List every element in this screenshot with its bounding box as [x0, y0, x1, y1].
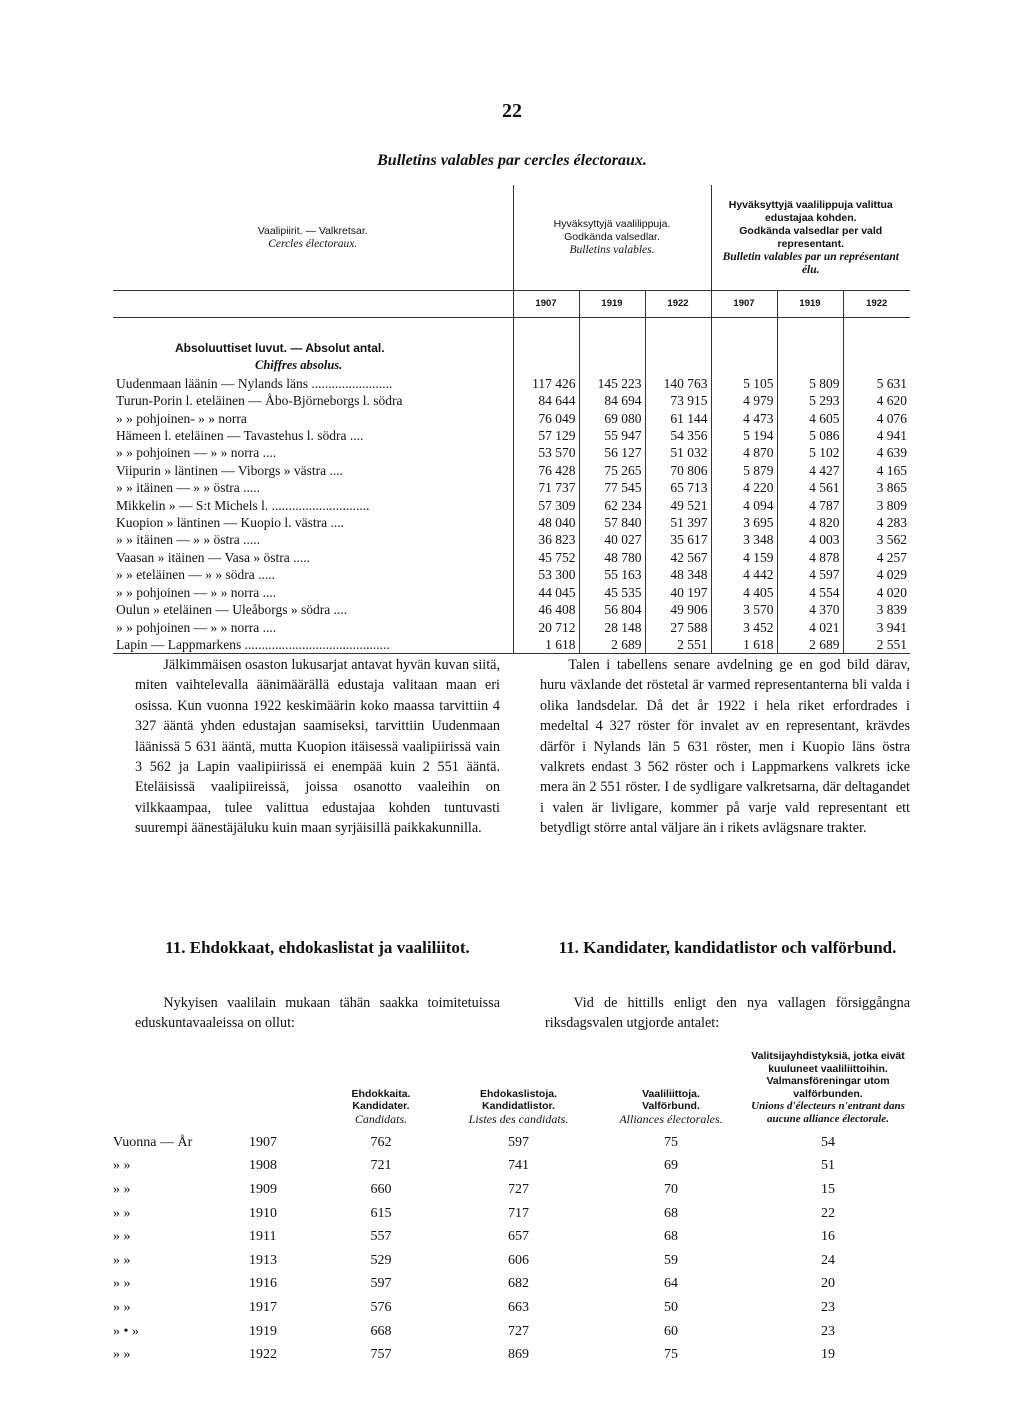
cell-value: 84 694	[579, 392, 645, 409]
cell-value: 4 979	[711, 392, 777, 409]
outside-col-header: Valitsijayhdistyksiä, jotka eivät kuuluneet vaaliliittoihin. Valmansföreningar utom valförbunden. Unions d'électeurs n'entrant dans aucune alliance électorale.	[751, 1050, 905, 1125]
alliances-col-header: Vaaliliittoja. Valförbund. Alliances électorales.	[619, 1087, 723, 1126]
cell-value: 49 906	[645, 601, 711, 618]
cell-value: 35 617	[645, 531, 711, 548]
cell-value: 23	[821, 1323, 835, 1339]
cell-value: 4 605	[777, 410, 843, 427]
cell-value: 69 080	[579, 410, 645, 427]
lists-col-header: Ehdokaslistoja. Kandidatlistor. Listes des candidats.	[468, 1087, 569, 1126]
district-label: » » pohjoinen — » » norra ....	[116, 445, 277, 461]
cell-value: 4 370	[777, 601, 843, 618]
cell-value: 49 521	[645, 497, 711, 514]
district-label: Uudenmaan läänin — Nylands läns ........................	[116, 375, 393, 391]
cell-value: 56 127	[579, 444, 645, 461]
district-label: Hämeen l. eteläinen — Tavastehus l. södra ....	[116, 428, 364, 444]
table-row	[113, 1155, 910, 1179]
cell-value: 145 223	[579, 375, 645, 392]
cell-value: 721	[370, 1158, 392, 1174]
table-row	[113, 584, 910, 601]
cell-value: 4 870	[711, 444, 777, 461]
table-row	[113, 1343, 910, 1367]
cell-value: 57 309	[513, 497, 579, 514]
cell-value: 140 763	[645, 375, 711, 392]
cell-value: 3 941	[843, 619, 910, 636]
district-label: » » itäinen — » » östra .....	[116, 532, 260, 548]
district-label: Kuopion » läntinen — Kuopio l. västra ....	[116, 515, 344, 531]
cell-value: 557	[370, 1229, 392, 1245]
cell-value: 40 027	[579, 531, 645, 548]
cell-value: 54	[821, 1134, 835, 1150]
cell-value: 4 020	[843, 584, 910, 601]
cell-value: 5 809	[777, 375, 843, 392]
cell-value: 44 045	[513, 584, 579, 601]
intro-finnish: Nykyisen vaalilain mukaan tähän saakka toimitetuissa eduskuntavaaleissa on ollut:	[135, 995, 500, 1032]
candidates-table	[113, 1050, 910, 1367]
cell-value: 22	[821, 1205, 835, 1221]
cell-value: 2 551	[645, 636, 711, 654]
table-row	[113, 427, 910, 444]
cell-value: 4 021	[777, 619, 843, 636]
section-title: Absoluuttiset luvut. — Absolut antal.	[175, 341, 385, 355]
cell-value: 73 915	[645, 392, 711, 409]
cell-value: 3 562	[843, 531, 910, 548]
cell-value: 668	[370, 1323, 392, 1339]
cell-value: 757	[370, 1347, 392, 1363]
cell-value: 4 220	[711, 479, 777, 496]
candidates-header	[113, 1050, 910, 1131]
row-prefix: » »	[113, 1158, 131, 1174]
year-header: 1907	[711, 291, 777, 318]
table-row	[113, 1296, 910, 1320]
row-prefix: » »	[113, 1347, 131, 1363]
cell-value: 23	[821, 1299, 835, 1315]
cell-value: 663	[508, 1299, 529, 1315]
year-header: 1922	[843, 291, 910, 318]
cell-value: 53 300	[513, 566, 579, 583]
cell-value: 48 040	[513, 514, 579, 531]
district-label: Viipurin » läntinen — Viborgs » västra ....	[116, 462, 343, 478]
cell-value: 55 947	[579, 427, 645, 444]
table-row	[113, 619, 910, 636]
district-label: » » pohjoinen — » » norra ....	[116, 619, 277, 635]
candidates-body	[113, 1131, 910, 1367]
year-header: 1919	[777, 291, 843, 318]
row-year: 1917	[249, 1299, 277, 1315]
year-header: 1922	[645, 291, 711, 318]
district-label: » » itäinen — » » östra .....	[116, 480, 260, 496]
row-year: 1922	[249, 1347, 277, 1363]
cell-value: 4 554	[777, 584, 843, 601]
row-year: 1913	[249, 1252, 277, 1268]
cell-value: 4 165	[843, 462, 910, 479]
cell-value: 70	[664, 1181, 678, 1197]
row-prefix: » »	[113, 1205, 131, 1221]
valid-ballots-table	[113, 185, 910, 654]
table-row	[113, 636, 910, 654]
table-row	[113, 1202, 910, 1226]
cell-value: 3 809	[843, 497, 910, 514]
cell-value: 5 102	[777, 444, 843, 461]
cell-value: 597	[508, 1134, 529, 1150]
cell-value: 4 427	[777, 462, 843, 479]
candidates-col-header: Ehdokkaita. Kandidater. Candidats.	[351, 1087, 411, 1126]
cell-value: 597	[370, 1276, 392, 1292]
cell-value: 59	[664, 1252, 678, 1268]
cell-value: 2 689	[777, 636, 843, 654]
cell-value: 70 806	[645, 462, 711, 479]
table-row	[113, 531, 910, 548]
cell-value: 4 787	[777, 497, 843, 514]
table-row	[113, 1178, 910, 1202]
cell-value: 576	[370, 1299, 392, 1315]
cell-value: 3 695	[711, 514, 777, 531]
cell-value: 869	[508, 1347, 529, 1363]
table-row	[113, 1249, 910, 1273]
cell-value: 61 144	[645, 410, 711, 427]
cell-value: 4 597	[777, 566, 843, 583]
cell-value: 4 283	[843, 514, 910, 531]
cell-value: 3 570	[711, 601, 777, 618]
year-header-row	[113, 291, 910, 318]
table-row	[113, 1131, 910, 1155]
heading-swedish: 11. Kandidater, kandidatlistor och valförbund.	[558, 938, 897, 957]
cell-value: 717	[508, 1205, 529, 1221]
cell-value: 1 618	[513, 636, 579, 654]
text-finnish: Jälkimmäisen osaston lukusarjat antavat hyvän kuvan siitä, miten vaihtelevalla äänimäärällä edustaja valitaan maan eri osissa. Kun vuonna 1922 keskimäärin koko maassa tarvittiin 4 327 ääntä yhden edustajan saamiseksi, tarvittiin Uudenmaan läänissä 5 631 ääntä, mutta Kuopion itäisessä vaalipiirissä vain 3 562 ja Lapin vaalipiirissä ei enempää kuin 2 551 ääntä. Eteläisissä vaalipiireissä, joissa osanotto vaaleihin on vilkkaampaa, tulee valittua edustajaa kohden tuntuvasti suurempi äänestäjäluku kuin maan syrjäisillä paikkakunnilla.	[135, 657, 500, 837]
cell-value: 4 561	[777, 479, 843, 496]
table-header	[113, 185, 910, 291]
cell-value: 741	[508, 1158, 529, 1174]
cell-value: 762	[370, 1134, 392, 1150]
cell-value: 28 148	[579, 619, 645, 636]
cell-value: 4 941	[843, 427, 910, 444]
cell-value: 4 159	[711, 549, 777, 566]
district-label: Lapin — Lappmarkens ...........................................	[113, 636, 513, 654]
cell-value: 2 551	[843, 636, 910, 654]
cell-value: 57 840	[579, 514, 645, 531]
cell-value: 4 076	[843, 410, 910, 427]
cell-value: 20 712	[513, 619, 579, 636]
table-row	[113, 392, 910, 409]
district-label: » » eteläinen — » » södra .....	[116, 567, 275, 583]
row-prefix: » »	[113, 1299, 131, 1315]
cell-value: 4 003	[777, 531, 843, 548]
cell-value: 27 588	[645, 619, 711, 636]
year-header: 1919	[579, 291, 645, 318]
table-caption: Bulletins valables par cercles électoraux.	[377, 152, 647, 169]
table-row	[113, 479, 910, 496]
cell-value: 15	[821, 1181, 835, 1197]
cell-value: 76 428	[513, 462, 579, 479]
cell-value: 68	[664, 1229, 678, 1245]
cell-value: 48 780	[579, 549, 645, 566]
district-label: » » pohjoinen- » » norra	[116, 410, 247, 426]
row-year: 1911	[249, 1229, 277, 1245]
cell-value: 65 713	[645, 479, 711, 496]
row-year: 1919	[249, 1323, 277, 1339]
cell-value: 64	[664, 1276, 678, 1292]
cell-value: 75 265	[579, 462, 645, 479]
cell-value: 5 879	[711, 462, 777, 479]
cell-value: 5 631	[843, 375, 910, 392]
row-prefix: » • »	[113, 1323, 139, 1339]
row-year: 1907	[249, 1134, 277, 1150]
row-year: 1916	[249, 1276, 277, 1292]
cell-value: 20	[821, 1276, 835, 1292]
cell-value: 4 473	[711, 410, 777, 427]
ballots-header: Hyväksyttyjä vaalilippuja. Godkända valsedlar. Bulletins valables.	[513, 185, 711, 291]
table-row	[113, 514, 910, 531]
cell-value: 46 408	[513, 601, 579, 618]
row-year: 1908	[249, 1158, 277, 1174]
cell-value: 4 820	[777, 514, 843, 531]
cell-value: 4 639	[843, 444, 910, 461]
cell-value: 71 737	[513, 479, 579, 496]
table-row	[113, 566, 910, 583]
cell-value: 62 234	[579, 497, 645, 514]
table-row	[113, 549, 910, 566]
cell-value: 657	[508, 1229, 529, 1245]
district-label: Turun-Porin l. eteläinen — Åbo-Björneborgs l. södra	[116, 393, 403, 409]
cell-value: 84 644	[513, 392, 579, 409]
cell-value: 50	[664, 1299, 678, 1315]
table-row	[113, 1273, 910, 1297]
cell-value: 57 129	[513, 427, 579, 444]
cell-value: 36 823	[513, 531, 579, 548]
year-header: 1907	[513, 291, 579, 318]
table-row	[113, 375, 910, 392]
cell-value: 19	[821, 1347, 835, 1363]
cell-value: 45 535	[579, 584, 645, 601]
cell-value: 3 839	[843, 601, 910, 618]
table-row	[113, 497, 910, 514]
cell-value: 53 570	[513, 444, 579, 461]
cell-value: 727	[508, 1181, 529, 1197]
cell-value: 54 356	[645, 427, 711, 444]
cell-value: 48 348	[645, 566, 711, 583]
cell-value: 1 618	[711, 636, 777, 654]
cell-value: 3 452	[711, 619, 777, 636]
cell-value: 55 163	[579, 566, 645, 583]
cell-value: 4 405	[711, 584, 777, 601]
cell-value: 5 293	[777, 392, 843, 409]
cell-value: 5 105	[711, 375, 777, 392]
intro-swedish: Vid de hittills enligt den nya vallagen försiggångna riksdagsvalen utgjorde antalet:	[545, 995, 910, 1032]
cell-value: 45 752	[513, 549, 579, 566]
cell-value: 76 049	[513, 410, 579, 427]
row-prefix: » »	[113, 1181, 131, 1197]
per-representative-header: Hyväksyttyjä vaalilippuja valittua edustajaa kohden. Godkända valsedlar per vald representant. Bulletin valables par un représentant élu.	[711, 185, 910, 291]
row-year: 1910	[249, 1205, 277, 1221]
cell-value: 2 689	[579, 636, 645, 654]
cell-value: 24	[821, 1252, 835, 1268]
cell-value: 606	[508, 1252, 529, 1268]
district-label: Mikkelin » — S:t Michels l. .............................	[116, 497, 370, 513]
cell-value: 529	[370, 1252, 392, 1268]
cell-value: 4 257	[843, 549, 910, 566]
table-row	[113, 1320, 910, 1344]
cell-value: 68	[664, 1205, 678, 1221]
cell-value: 60	[664, 1323, 678, 1339]
district-header: Vaalipiirit. — Valkretsar. Cercles électoraux.	[113, 185, 513, 291]
section-subtitle: Chiffres absolus.	[255, 358, 343, 373]
cell-value: 51 032	[645, 444, 711, 461]
cell-value: 4 878	[777, 549, 843, 566]
cell-value: 4 029	[843, 566, 910, 583]
cell-value: 77 545	[579, 479, 645, 496]
row-year: 1909	[249, 1181, 277, 1197]
cell-value: 5 086	[777, 427, 843, 444]
cell-value: 660	[370, 1181, 392, 1197]
table-row	[113, 601, 910, 618]
cell-value: 75	[664, 1134, 678, 1150]
cell-value: 615	[370, 1205, 392, 1221]
cell-value: 16	[821, 1229, 835, 1245]
table-body	[113, 375, 910, 654]
cell-value: 5 194	[711, 427, 777, 444]
row-prefix: » »	[113, 1276, 131, 1292]
cell-value: 682	[508, 1276, 529, 1292]
cell-value: 4 442	[711, 566, 777, 583]
cell-value: 4 094	[711, 497, 777, 514]
row-prefix: » »	[113, 1252, 131, 1268]
cell-value: 75	[664, 1347, 678, 1363]
table-row	[113, 410, 910, 427]
cell-value: 117 426	[513, 375, 579, 392]
cell-value: 56 804	[579, 601, 645, 618]
table-row	[113, 462, 910, 479]
text-swedish: Talen i tabellens senare avdelning ge en god bild därav, huru växlande det röstetal är varmed representanterna bli valda i olika landsdelar. Då det år 1922 i hela riket erfordrades i medeltal 4 327 röster för invalet av en representant, krävdes därför i Nylands län 5 631 röster, men i Kuopio läns östra valkrets endast 3 562 röster och i Lappmarkens valkrets icke mera än 2 551 röster. I de sydligare valkretsarna, där deltagandet i valen är livligare, kommer på varje vald representant ett betydligt större antal väljare än i rikets avlägsnare trakter.	[540, 657, 910, 837]
cell-value: 51	[821, 1158, 835, 1174]
cell-value: 69	[664, 1158, 678, 1174]
page-number: 22	[502, 100, 522, 122]
district-label: Oulun » eteläinen — Uleåborgs » södra ....	[116, 602, 348, 618]
cell-value: 42 567	[645, 549, 711, 566]
table-row	[113, 1225, 910, 1249]
cell-value: 40 197	[645, 584, 711, 601]
cell-value: 4 620	[843, 392, 910, 409]
district-label: Vaasan » itäinen — Vasa » östra .....	[116, 549, 310, 565]
cell-value: 3 348	[711, 531, 777, 548]
heading-finnish: 11. Ehdokkaat, ehdokaslistat ja vaaliliitot.	[165, 938, 470, 957]
district-label: » » pohjoinen — » » norra ....	[116, 584, 277, 600]
row-prefix: Vuonna — År	[113, 1134, 193, 1150]
row-prefix: » »	[113, 1229, 131, 1245]
cell-value: 727	[508, 1323, 529, 1339]
cell-value: 51 397	[645, 514, 711, 531]
cell-value: 3 865	[843, 479, 910, 496]
table-row	[113, 444, 910, 461]
